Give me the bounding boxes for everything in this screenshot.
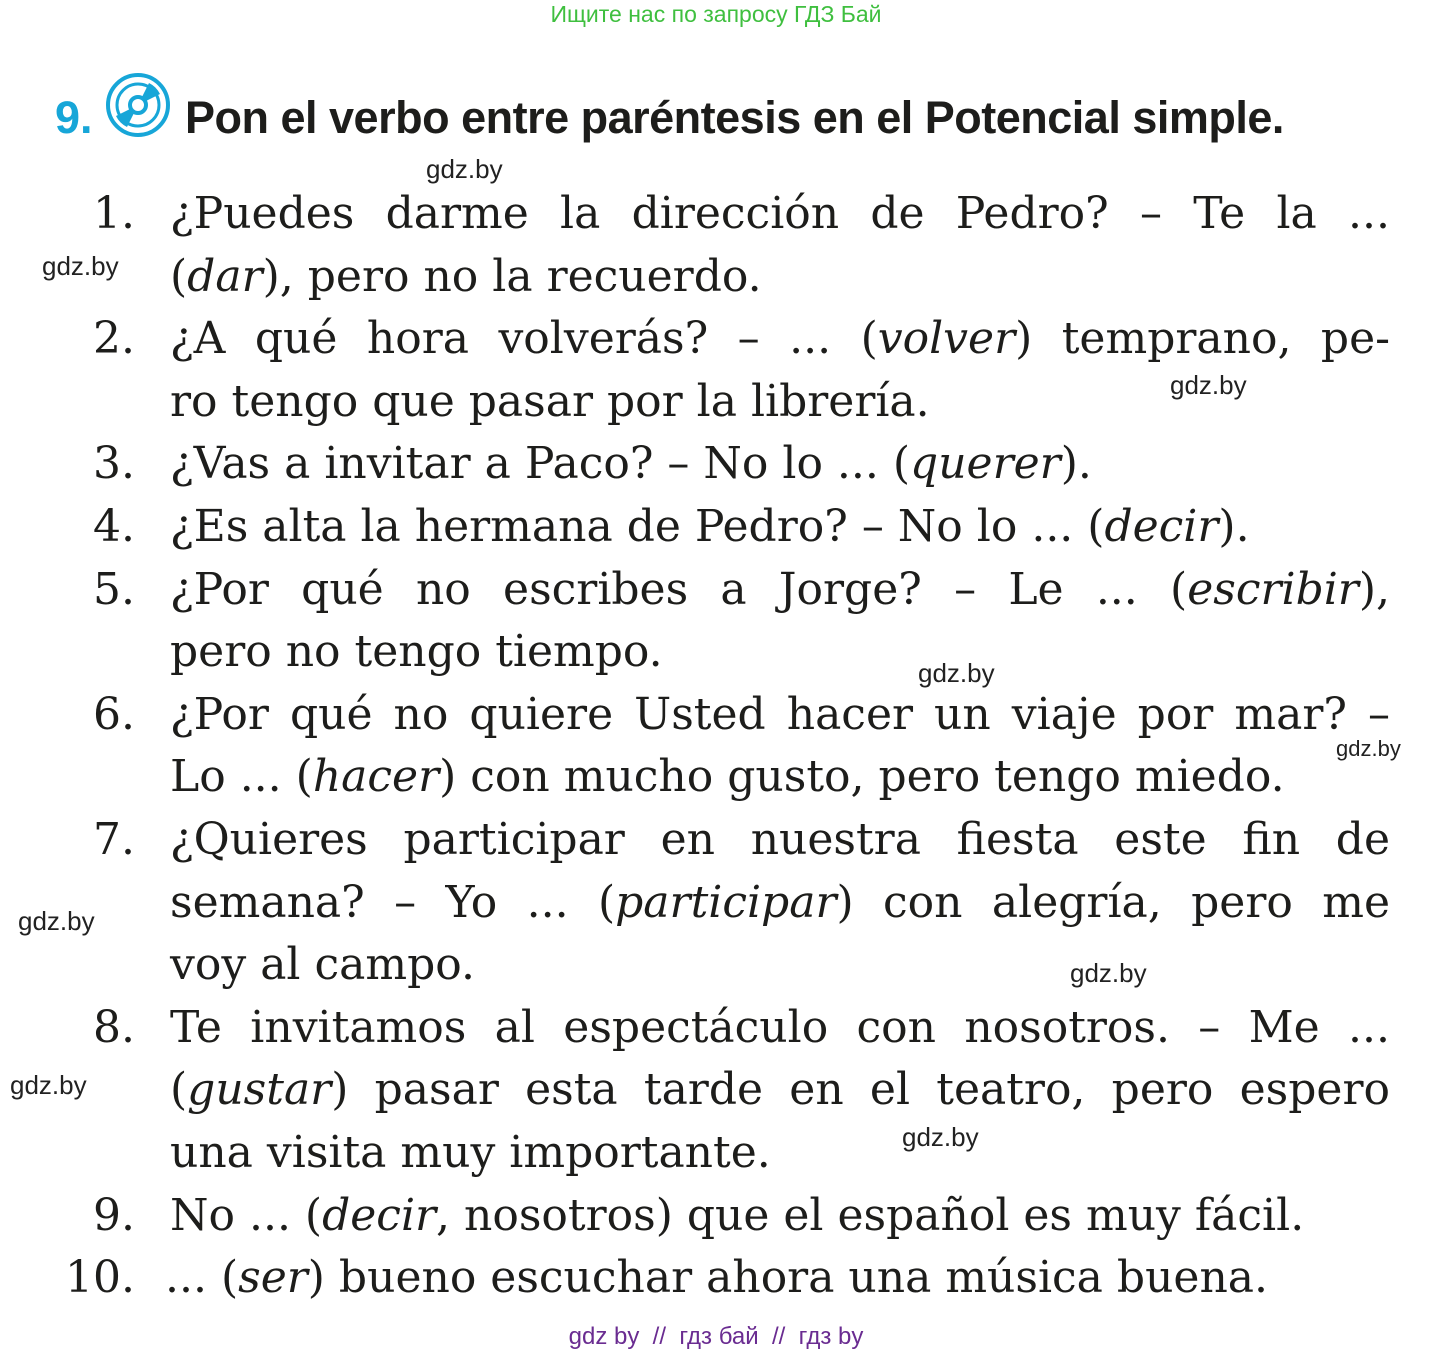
- text-segment: semana? – Yo ... (: [170, 876, 616, 928]
- text-segment: No ... (: [170, 1189, 323, 1241]
- item-text-line: [170, 559, 1390, 621]
- text-segment: ) pasar esta tarde en el teatro, pero espero: [331, 1064, 1390, 1116]
- verb-infinitive: volver: [877, 313, 1016, 365]
- verb-infinitive: hacer: [312, 751, 440, 803]
- text-segment: Te invitamos al espectáculo con nosotros. – Me ...: [170, 1001, 1390, 1053]
- text-segment: , nosotros) que el español es muy fácil.: [436, 1189, 1305, 1241]
- watermark: gdz.by: [18, 906, 95, 936]
- text-segment: ... (: [165, 1252, 239, 1304]
- text-segment: Lo ... (: [170, 751, 313, 803]
- item-number: 6.: [93, 688, 135, 740]
- exercise-number: 9.: [55, 92, 93, 143]
- item-text-line: [170, 872, 1390, 934]
- watermark: gdz.by: [10, 1070, 87, 1100]
- text-segment: voy al campo.: [170, 939, 475, 991]
- verb-infinitive: querer: [910, 438, 1061, 490]
- item-number: 2.: [93, 313, 135, 365]
- item-text-line: [170, 997, 1390, 1059]
- text-segment: ).: [1218, 501, 1250, 552]
- item-text-line: [170, 684, 1390, 746]
- verb-infinitive: dar: [187, 250, 263, 302]
- text-segment: ) con alegría, pero me: [836, 876, 1390, 928]
- text-segment: ) temprano, pe-: [1015, 313, 1390, 365]
- text-segment: una visita muy importante.: [170, 1127, 771, 1178]
- verb-infinitive: participar: [615, 876, 837, 928]
- item-text-line: [170, 308, 1390, 370]
- text-segment: (: [170, 1064, 188, 1116]
- text-segment: ¿Quieres participar en nuestra fiesta este fin de: [170, 814, 1390, 865]
- text-segment: ¿A qué hora volverás? – ... (: [170, 313, 878, 365]
- text-segment: ).: [1060, 438, 1092, 490]
- item-number: 7.: [93, 814, 135, 865]
- verb-infinitive: decir: [322, 1189, 437, 1241]
- watermark: gdz.by: [1070, 958, 1147, 988]
- site-footer: gdz by // гдз бай // гдз by: [568, 1323, 864, 1350]
- item-text-line: [170, 183, 1390, 245]
- watermark: gdz.by: [426, 154, 503, 184]
- item-text-line: [170, 1185, 1304, 1247]
- item-text-line: [170, 433, 1092, 495]
- text-segment: ¿Por qué no escribes a Jorge? – Le ... (: [170, 563, 1188, 615]
- item-text-line: [170, 621, 663, 683]
- item-text-line: [170, 934, 475, 996]
- item-text-line: [165, 1247, 1268, 1309]
- item-text-line: [170, 496, 1250, 558]
- site-banner: Ищите нас по запросу ГДЗ Бай: [550, 1, 882, 27]
- verb-infinitive: ser: [238, 1252, 308, 1304]
- watermark: gdz.by: [1336, 736, 1401, 761]
- text-segment: ¿Por qué no quiere Usted hacer un viaje por mar? –: [170, 688, 1390, 740]
- verb-infinitive: gustar: [187, 1064, 332, 1116]
- item-text-line: [170, 809, 1390, 871]
- item-text-line: [170, 746, 1285, 808]
- text-segment: (: [170, 250, 188, 302]
- item-text-line: [170, 1059, 1390, 1121]
- item-number: 9.: [93, 1189, 135, 1241]
- text-segment: ) con mucho gusto, pero tengo miedo.: [439, 751, 1285, 803]
- watermark: gdz.by: [1170, 370, 1247, 400]
- item-number: 1.: [93, 188, 135, 239]
- item-number: 5.: [93, 563, 135, 615]
- text-segment: pero no tengo tiempo.: [170, 626, 663, 678]
- watermark: gdz.by: [902, 1122, 979, 1152]
- item-number: 4.: [93, 501, 135, 552]
- exercise-heading: [55, 88, 1415, 148]
- text-segment: ¿Vas a invitar a Paco? – No lo ... (: [170, 438, 911, 490]
- verb-infinitive: decir: [1104, 501, 1219, 552]
- item-text-line: [170, 246, 762, 308]
- watermark: gdz.by: [918, 658, 995, 688]
- watermark: gdz.by: [42, 251, 119, 281]
- text-segment: ), pero no la recuerdo.: [262, 250, 762, 302]
- text-segment: ¿Es alta la hermana de Pedro? – No lo ... (: [170, 501, 1105, 552]
- text-segment: ¿Puedes darme la dirección de Pedro? – Te la ...: [170, 188, 1390, 239]
- verb-infinitive: escribir: [1187, 563, 1359, 615]
- item-text-line: [170, 1122, 771, 1184]
- item-number: 3.: [93, 438, 135, 490]
- text-segment: ) bueno escuchar ahora una música buena.: [307, 1252, 1269, 1304]
- item-number: 8.: [93, 1001, 135, 1053]
- text-segment: ),: [1358, 563, 1390, 615]
- item-number: 10.: [65, 1252, 135, 1304]
- exercise-title: Pon el verbo entre paréntesis en el Potencial simple.: [185, 92, 1284, 143]
- text-segment: ro tengo que pasar por la librería.: [170, 375, 930, 427]
- audio-disc-icon: [105, 72, 171, 138]
- item-text-line: [170, 371, 930, 433]
